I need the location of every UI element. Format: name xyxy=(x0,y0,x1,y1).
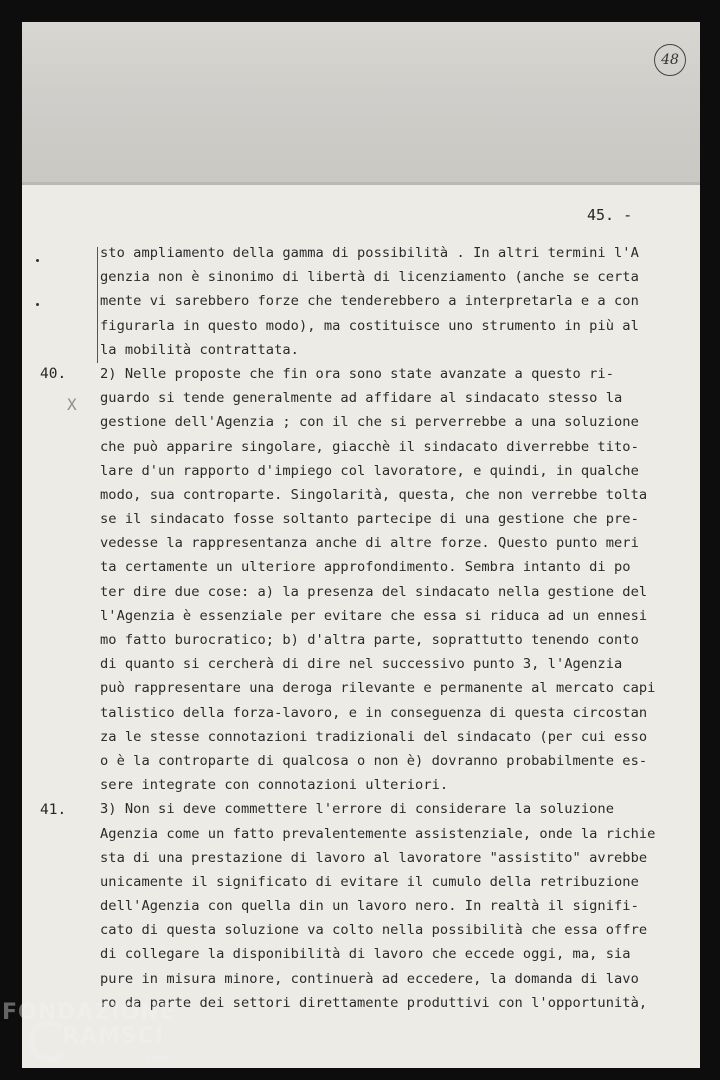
text-line: che può apparire singolare, giacchè il sindacato diverrebbe tito- xyxy=(100,438,639,455)
watermark-line-3: onlus xyxy=(146,1054,171,1064)
text-line: 2) Nelle proposte che fin ora sono state avanzate a questo ri- xyxy=(100,365,615,382)
page-fold-edge xyxy=(22,182,700,185)
watermark-line-2: RAMSCI xyxy=(62,1024,165,1049)
text-line: gestione dell'Agenzia ; con il che si perverrebbe a una soluzione xyxy=(100,414,639,431)
paragraph-number-41: 41. xyxy=(40,802,67,818)
text-line: unicamente il significato di evitare il cumulo della retribuzione xyxy=(100,873,639,890)
text-line: sto ampliamento della gamma di possibilità . In altri termini l'A xyxy=(100,245,639,261)
text-line: ter dire due cose: a) la presenza del sindacato nella gestione del xyxy=(100,583,648,600)
text-line: mente vi sarebbero forze che tenderebbero a interpretarla e a con xyxy=(100,293,639,310)
text-line: l'Agenzia è essenziale per evitare che essa si riduca ad un ennesi xyxy=(100,607,648,624)
text-line: di collegare la disponibilità di lavoro che eccede oggi, ma, sia xyxy=(100,946,631,963)
text-line: ta certamente un ulteriore approfondimento. Sembra intanto di po xyxy=(100,559,631,576)
margin-x-mark: X xyxy=(67,395,77,414)
margin-dot xyxy=(36,259,39,262)
watermark-line-1: FONDAZIONE xyxy=(2,1000,176,1025)
scan-header-band xyxy=(22,22,700,184)
text-line: la mobilità contrattata. xyxy=(100,341,299,358)
text-line: sere integrate con connotazioni ulteriori. xyxy=(100,777,449,794)
text-line: può rappresentare una deroga rilevante e permanente al mercato capi xyxy=(100,680,656,697)
text-line: cato di questa soluzione va colto nella possibilità che essa offre xyxy=(100,922,648,939)
text-line: genzia non è sinonimo di libertà di licenziamento (anche se certa xyxy=(100,269,639,286)
typed-text-body xyxy=(100,241,660,1015)
text-line: sta di una prestazione di lavoro al lavoratore "assistito" avrebbe xyxy=(100,849,648,866)
text-line: vedesse la rappresentanza anche di altre forze. Questo punto meri xyxy=(100,535,639,552)
text-line: Agenzia come un fatto prevalentemente assistenziale, onde la richie xyxy=(100,825,656,842)
text-line: o è la controparte di qualcosa o non è) dovranno probabilmente es- xyxy=(100,752,648,769)
text-line: di quanto si cercherà di dire nel successivo punto 3, l'Agenzia xyxy=(100,656,623,673)
text-line: guardo si tende generalmente ad affidare al sindacato stesso la xyxy=(100,390,623,407)
text-line: modo, sua controparte. Singolarità, questa, che non verrebbe tolta xyxy=(100,486,648,503)
page-number: 45. - xyxy=(587,206,633,224)
fondazione-gramsci-watermark xyxy=(0,998,190,1078)
text-line: figurarla in questo modo), ma costituisce uno strumento in più al xyxy=(100,317,639,334)
paragraph-number-40: 40. xyxy=(40,366,67,382)
text-line: pure in misura minore, continuerà ad eccedere, la domanda di lavo xyxy=(100,970,639,987)
text-line: 3) Non si deve commettere l'errore di considerare la soluzione xyxy=(100,801,615,818)
document-page xyxy=(22,22,700,1068)
text-line: ro da parte dei settori direttamente produttivi con l'opportunità, xyxy=(100,994,648,1011)
folio-mark: 48 xyxy=(654,44,686,76)
text-line: za le stesse connotazioni tradizionali del sindacato (per cui esso xyxy=(100,728,648,745)
text-line: lare d'un rapporto d'impiego col lavoratore, e quindi, in qualche xyxy=(100,462,639,479)
text-line: talistico della forza-lavoro, e in conseguenza di questa circostan xyxy=(100,704,648,721)
text-line: se il sindacato fosse soltanto partecipe di una gestione che pre- xyxy=(100,511,639,528)
margin-dot xyxy=(36,303,39,306)
text-line: mo fatto burocratico; b) d'altra parte, soprattutto tenendo conto xyxy=(100,632,639,648)
text-line: dell'Agenzia con quella din un lavoro nero. In realtà il signifi- xyxy=(100,898,639,915)
